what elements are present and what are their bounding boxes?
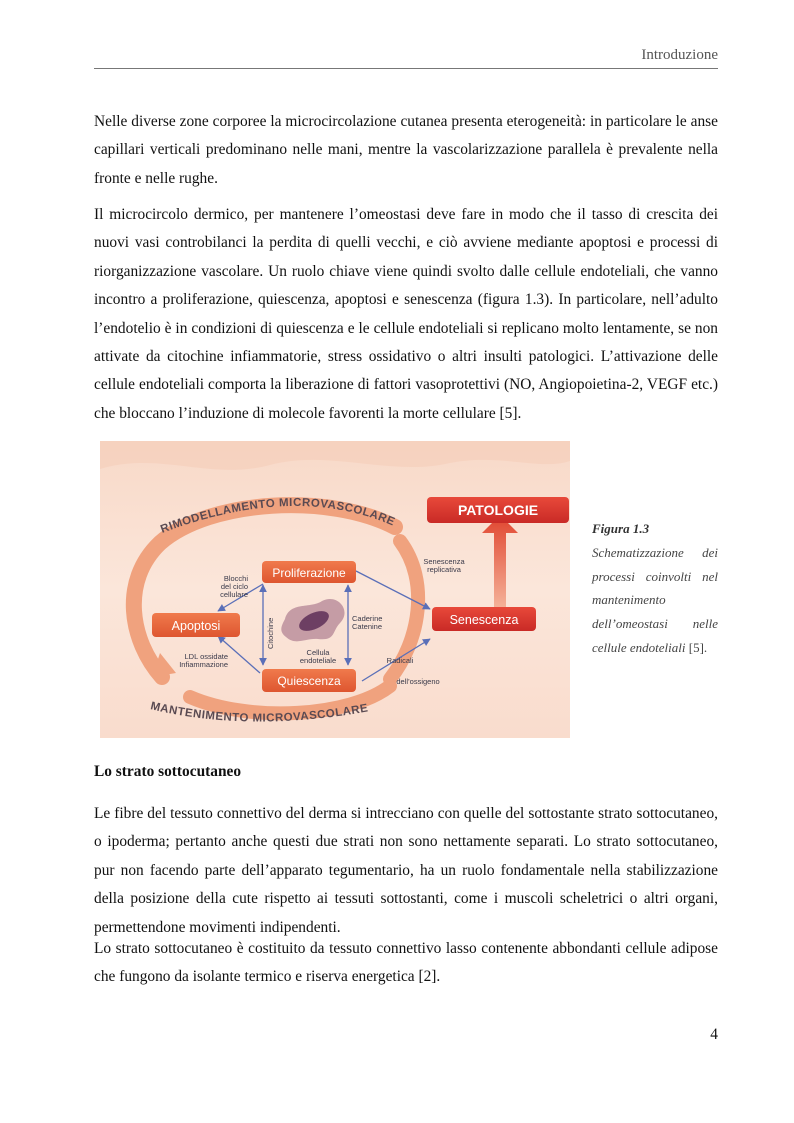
svg-text:Proliferazione: Proliferazione (272, 566, 346, 580)
label-blocchi-3: cellulare (220, 590, 248, 599)
endothelial-process-diagram (100, 441, 570, 738)
figure-caption-text: Schematizzazione dei processi coinvolti nel mantenimento dell’omeostasi nelle cellule endoteliali (592, 544, 718, 655)
label-senescenza-rep-1: Senescenza (423, 557, 465, 566)
figure-caption-title: Figura 1.3 (592, 521, 650, 536)
label-ldl-1: LDL ossidate (184, 652, 228, 661)
quiescenza-box (262, 669, 356, 692)
apoptosi-box (152, 613, 240, 637)
label-blocchi-1: Blocchi (223, 574, 248, 583)
label-cellula-2: endoteliale (299, 656, 337, 665)
page-number: 4 (710, 1026, 718, 1043)
label-senescenza-rep-2: replicativa (427, 565, 461, 574)
svg-text:Senescenza: Senescenza (449, 613, 519, 627)
paragraph-microcircolo-dermico: Il microcircolo dermico, per mantenere l’omeostasi deve fare in modo che il tasso di crescita dei nuovi vasi controbilanci la perdita di quelli vecchi, e ciò avviene mediante apoptosi e processi di riorganizzazione vascolare. Un ruolo chiave viene quindi svolto dalle cellule endoteliali, che vanno incontro a proliferazione, quiescenza, apoptosi e senescenza (figura 1.3). In particolare, nell’adulto l’endotelio è in condizioni di quiescenza e le cellule endoteliali si replicano molto lentamente, se non attivate da citochine infiammatorie, stress ossidativo o altri insulti patologici. L’attivazione delle cellule endoteliali comporta la liberazione di fattori vasoprotettivi (NO, Angiopoietina-2, VEGF etc.) che bloccano l’induzione di molecole favorenti la morte cellulare [5]. (94, 206, 718, 422)
paragraph-strato-sottocutaneo: Lo strato sottocutaneo è costituito da tessuto connettivo lasso contenente abbondanti cellule adipose che fungono da isolante termico e riserva energetica [2]. (94, 940, 718, 986)
figure-1-3 (100, 441, 570, 738)
svg-text:Apoptosi: Apoptosi (171, 619, 221, 633)
label-citochine: Citochine (266, 617, 275, 649)
label-caderine: Caderine (352, 614, 383, 623)
paragraph-microcircolazione: Nelle diverse zone corporee la microcircolazione cutanea presenta eterogeneità: in particolare le anse capillari verticali predominano nelle mani, mentre la vascolarizzazione parallela è prevalente nella fronte e nelle rughe. (94, 113, 718, 187)
label-cellula-1: Cellula (306, 648, 330, 657)
label-ldl-2: Infiammazione (179, 660, 228, 669)
remodelling-label: RIMODELLAMENTO MICROVASCOLARE (159, 496, 397, 536)
header-rule (94, 68, 718, 69)
proliferazione-box (262, 561, 356, 583)
figure-caption (592, 517, 718, 660)
running-header: Introduzione (641, 47, 718, 63)
label-radicali-2: dell’ossigeno (396, 677, 440, 686)
label-blocchi-2: del ciclo (220, 582, 248, 591)
senescenza-box (432, 607, 536, 631)
paragraph-fibre-connettivo: Le fibre del tessuto connettivo del derma si intrecciano con quelle del sottostante strato sottocutaneo, o ipoderma; pertanto anche questi due strati non sono nettamente separati. Lo strato sottocutaneo, pur non facendo parte dell’apparato tegumentario, ha un ruolo fondamentale nella stabilizzazione della posizione della cute rispetto ai tessuti sottostanti, come i muscoli scheletrici o altri organi, permettendone movimenti indipendenti. (94, 805, 718, 936)
patologie-box (427, 497, 569, 523)
figure-caption-ref: [5]. (688, 639, 708, 655)
section-heading: Lo strato sottocutaneo (94, 763, 242, 780)
svg-text:Quiescenza: Quiescenza (277, 674, 341, 688)
svg-text:PATOLOGIE: PATOLOGIE (457, 502, 539, 518)
maintenance-label: MANTENIMENTO MICROVASCOLARE (149, 700, 370, 725)
label-catenine: Catenine (352, 622, 383, 631)
label-radicali-1: Radicali (386, 656, 414, 665)
